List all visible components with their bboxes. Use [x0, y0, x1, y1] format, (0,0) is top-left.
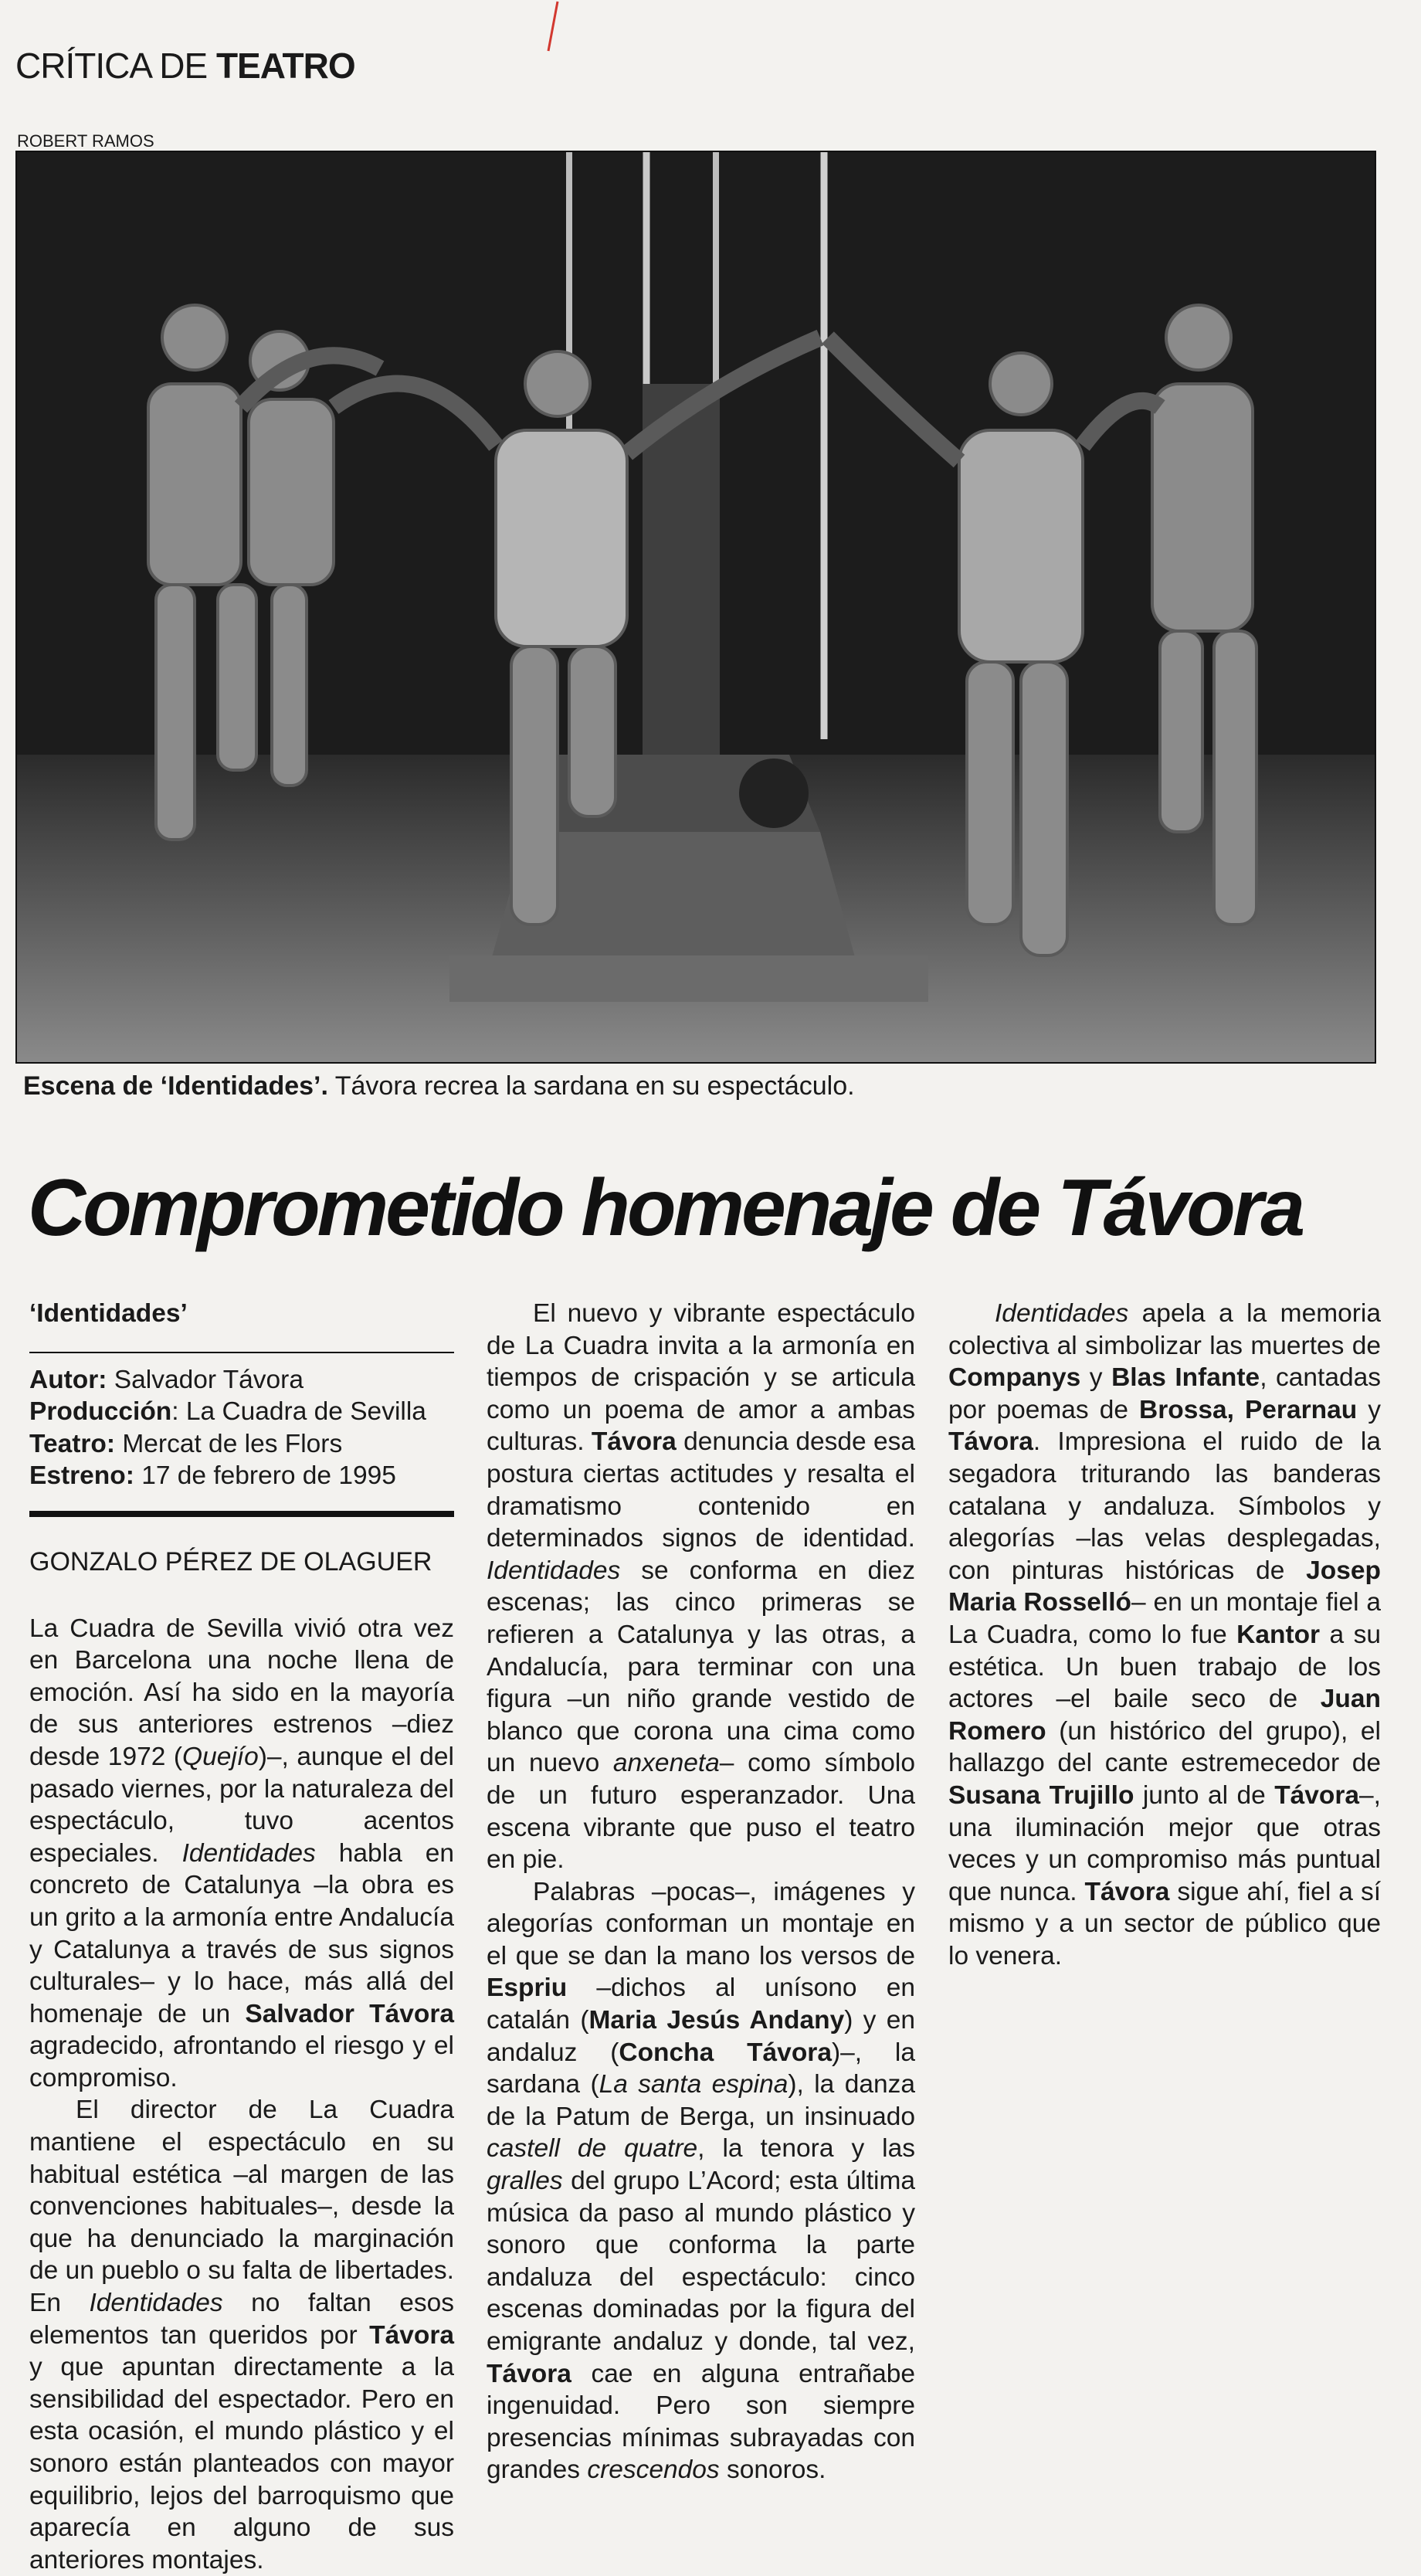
ficha-row-autor: [29, 1364, 454, 1397]
section-label-plain: CRÍTICA DE: [15, 46, 208, 86]
paragraph-5: [948, 1298, 1381, 1972]
text-run: sigue ahí, fiel a sí mismo y a un sector de público que lo venera.: [948, 1877, 1381, 1970]
ficha-value: Salvador Távora: [107, 1365, 304, 1394]
byline: GONZALO PÉREZ DE OLAGUER: [29, 1546, 432, 1576]
text-run-bold: Távora: [369, 2320, 454, 2350]
paragraph-2: [29, 2094, 454, 2576]
text-run: denuncia desde esa postura ciertas actitudes y resalta el dramatismo contenido en determinados signos de identidad.: [487, 1427, 915, 1553]
text-run-italic: Quejío: [182, 1742, 259, 1771]
ficha-box: [29, 1352, 454, 1517]
text-run: ) y en andaluz (: [487, 2006, 915, 2067]
text-run: El nuevo y vibrante espectáculo de La Cuadra invita a la armonía en tiempos de crispación y se articula como un poema de amor a ambas culturas.: [487, 1299, 915, 1457]
text-run-italic: gralles: [487, 2167, 563, 2196]
text-run-italic: anxeneta: [612, 1749, 720, 1778]
text-run: y: [1080, 1363, 1112, 1393]
column-3: [948, 1298, 1381, 1972]
text-run-bold: Salvador Távora: [245, 1999, 454, 2028]
text-run-italic: castell de quatre: [487, 2134, 698, 2164]
caption-text: Távora recrea la sardana en su espectáculo.: [327, 1071, 855, 1101]
text-run: se conforma en diez escenas; las cinco primeras se refieren a Catalunya y las otras, a Andalucía, para terminar con una figura –un niño grande vestido de blanco que corona una cima como un nuevo: [487, 1556, 915, 1778]
text-run: )–, aunque el del pasado viernes, por la naturaleza del espectáculo, tuvo acentos especiales.: [29, 1742, 454, 1868]
ficha-row-produccion: [29, 1396, 454, 1428]
text-run: no faltan esos elementos tan queridos por: [29, 2289, 454, 2350]
text-run: – como símbolo de un futuro esperanzador. Una escena vibrante que puso el teatro en pie.: [487, 1749, 916, 1875]
text-run: ), la danza de la Patum de Berga, un insinuado: [487, 2070, 915, 2131]
text-run: junto al de: [1134, 1780, 1275, 1810]
ficha-value: : La Cuadra de Sevilla: [171, 1397, 426, 1427]
ficha-title: ‘Identidades’: [29, 1299, 188, 1328]
text-run-bold: Companys: [948, 1363, 1081, 1393]
text-run-bold: Távora: [1084, 1877, 1170, 1906]
text-run-bold: Távora: [591, 1427, 677, 1457]
column-2: [487, 1298, 915, 2486]
text-run: . Impresiona el ruido de la segadora triturando las banderas catalana y andaluza. Símbolos y alegorías –las velas desplegadas, con pinturas históricas de: [948, 1427, 1381, 1585]
text-run-bold: Kantor: [1236, 1620, 1321, 1649]
text-run: sonoros.: [719, 2456, 826, 2485]
text-run: a su estética. Un buen trabajo de los actores –el baile seco de: [948, 1620, 1381, 1714]
text-run-italic: crescendos: [587, 2456, 720, 2485]
text-run: agradecido, afrontando el riesgo y el compromiso.: [29, 2031, 454, 2092]
headline: Comprometido homenaje de Távora: [28, 1163, 1303, 1253]
paragraph-3: [487, 1298, 915, 1876]
paragraph-4: [487, 1876, 915, 2486]
text-run: cae en alguna entrañabe ingenuidad. Pero son siempre presencias mínimas subrayadas con grandes: [487, 2359, 915, 2485]
column-1: [29, 1298, 454, 2576]
text-run-bold: Blas Infante: [1111, 1363, 1260, 1393]
text-run-italic: Identidades: [181, 1838, 316, 1868]
text-run: (un histórico del grupo), el hallazgo del cante estremecedor de: [948, 1716, 1381, 1778]
text-run: y que apuntan directamente a la sensibilidad del espectador. Pero en esta ocasión, el mundo plástico y el sonoro están planteados con mayor equilibrio, lejos del barroquismo que aparecía en alguno de sus anteriores montajes.: [29, 2353, 454, 2574]
text-run: )–, la sardana (: [487, 2038, 915, 2099]
text-run: –, una iluminación mejor que otras veces y un compromiso más puntual que nunca.: [948, 1780, 1381, 1906]
text-run-italic: Identidades: [995, 1299, 1129, 1328]
text-run: –dichos al unísono en catalán (: [487, 1974, 915, 2035]
text-run: – en un montaje fiel a La Cuadra, como lo fue: [948, 1588, 1381, 1649]
ficha-value: 17 de febrero de 1995: [134, 1461, 396, 1491]
text-run-bold: Távora: [487, 2359, 571, 2388]
text-run-bold: Távora: [948, 1427, 1033, 1457]
paragraph-1: [29, 1613, 454, 2095]
text-run-bold: Concha Távora: [619, 2038, 832, 2067]
text-run-bold: Távora: [1274, 1780, 1360, 1810]
text-run: y: [1357, 1395, 1381, 1424]
section-label: [15, 45, 355, 87]
ficha-label: Estreno:: [29, 1461, 134, 1491]
text-run: del grupo L’Acord; esta última música da paso al mundo plástico y sonoro que conforma la parte andaluza del espectáculo: cinco escenas dominadas por la figura del emigrante andaluz y donde, tal vez,: [487, 2167, 915, 2356]
stage-photo: [15, 151, 1376, 1064]
text-run-bold: Juan Romero: [948, 1685, 1381, 1746]
caption-bold: Escena de ‘Identidades’.: [23, 1071, 328, 1101]
text-run-bold: Josep Maria Rosselló: [948, 1556, 1381, 1617]
ficha-value: Mercat de les Flors: [115, 1429, 343, 1458]
ficha-row-teatro: [29, 1428, 454, 1461]
text-run-italic: Identidades: [487, 1556, 621, 1585]
text-run: Palabras –pocas–, imágenes y alegorías conforman un montaje en el que se dan la mano los versos de: [487, 1877, 915, 1970]
text-run: , la tenora y las: [697, 2134, 915, 2164]
text-run-bold: Brossa, Perarnau: [1139, 1395, 1358, 1424]
text-run-bold: Maria Jesús Andany: [588, 2006, 845, 2035]
text-run: , cantadas por poemas de: [948, 1363, 1381, 1424]
ficha-label: Teatro:: [29, 1429, 116, 1458]
ficha-label: Autor:: [29, 1365, 107, 1394]
text-run-italic: La santa espina: [599, 2070, 789, 2099]
section-label-bold: TEATRO: [215, 46, 355, 86]
ficha-label: Producción: [29, 1397, 172, 1427]
text-run-italic: Identidades: [89, 2289, 223, 2318]
photo-credit: ROBERT RAMOS: [17, 131, 154, 151]
text-run-bold: Espriu: [487, 1974, 568, 2003]
photo-caption: [23, 1071, 855, 1101]
text-run: habla en concreto de Catalunya –la obra es un grito a la armonía entre Andalucía y Catalunya a través de sus signos culturales– y lo hace, más allá del homenaje de un: [29, 1838, 454, 2028]
text-run: apela a la memoria colectiva al simbolizar las muertes de: [948, 1299, 1381, 1360]
ficha-row-estreno: [29, 1460, 454, 1492]
red-pen-mark: [541, 0, 564, 54]
text-run: La Cuadra de Sevilla vivió otra vez en Barcelona una noche llena de emoción. Así ha sido en la mayoría de sus anteriores estrenos –diez desde 1972 (: [29, 1614, 454, 1771]
text-run-bold: Susana Trujillo: [948, 1780, 1134, 1810]
text-run: El director de La Cuadra mantiene el espectáculo en su habitual estética –al margen de las convenciones habituales–, desde la que ha denunciado la marginación de un pueblo o su falta de libertades. En: [29, 2096, 454, 2318]
